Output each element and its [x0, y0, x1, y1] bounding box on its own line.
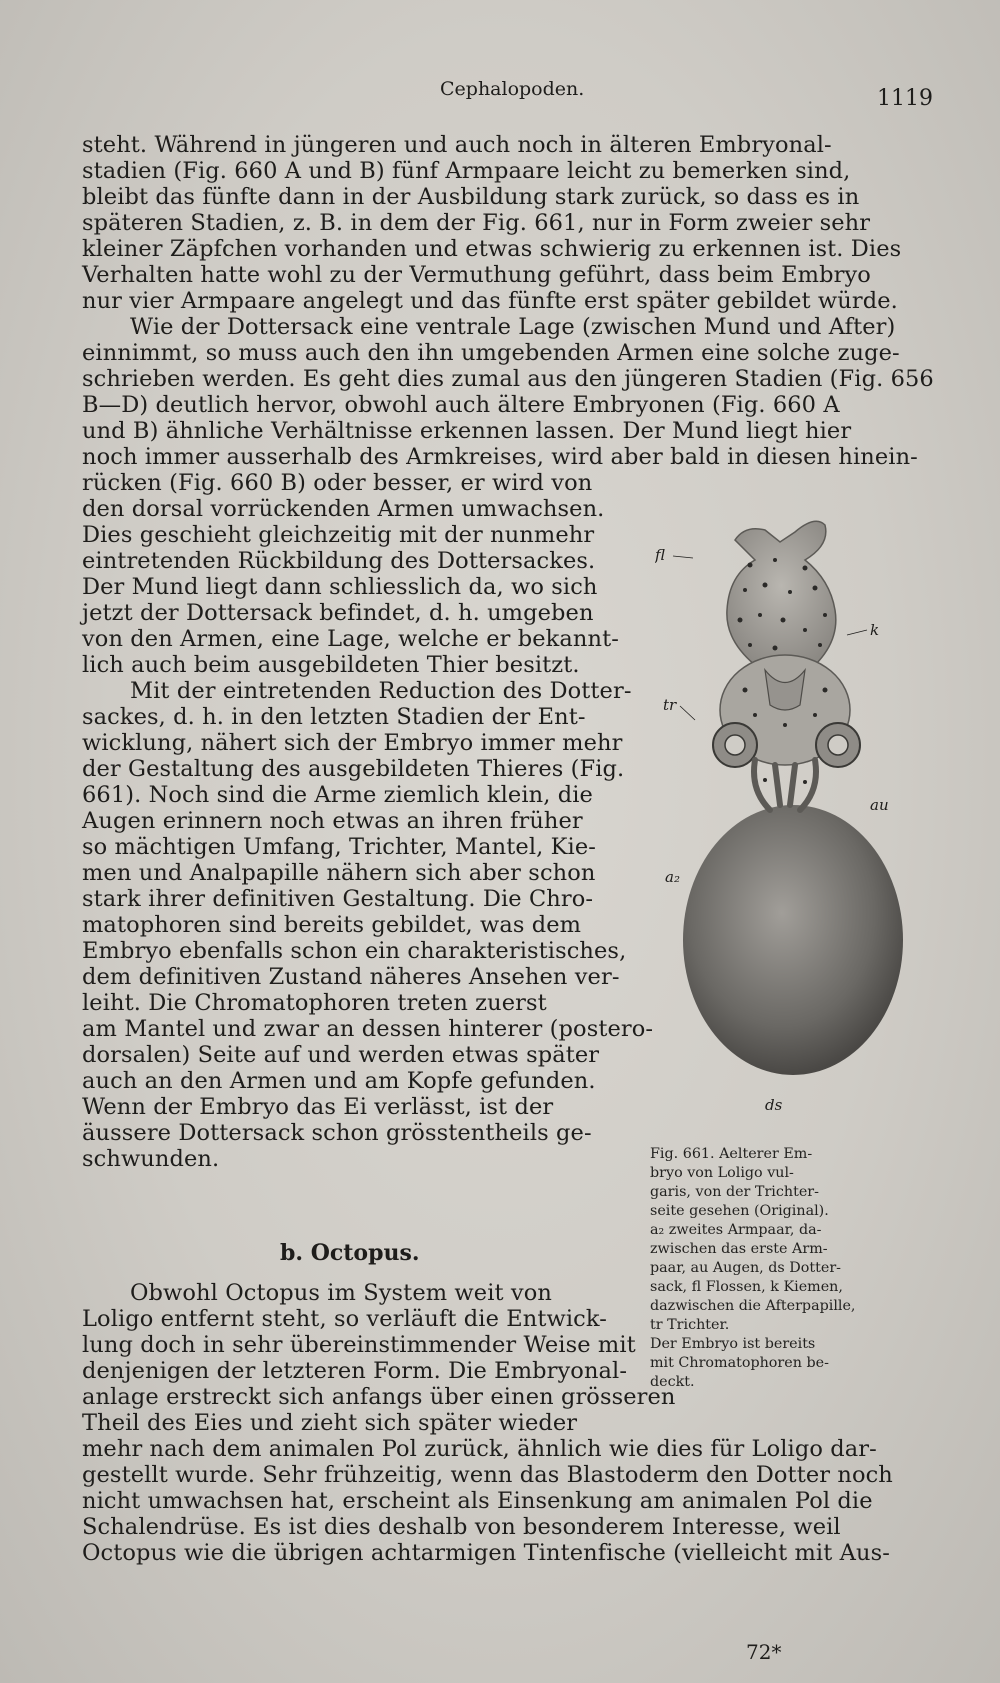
caption-line: paar, au Augen, ds Dotter-	[650, 1260, 841, 1276]
caption-line: tr Trichter.	[650, 1317, 730, 1333]
text-line: leiht. Die Chromatophoren treten zuerst	[82, 990, 547, 1016]
text-line: Wie der Dottersack eine ventrale Lage (zwischen Mund und After)	[130, 314, 896, 340]
caption-line: Fig. 661. Aelterer Em-	[650, 1146, 813, 1162]
text-line: schwunden.	[82, 1146, 220, 1172]
text-line: lich auch beim ausgebildeten Thier besitzt.	[82, 652, 580, 678]
text-line: denjenigen der letzteren Form. Die Embryonal-	[82, 1358, 628, 1384]
text-line: Theil des Eies und zieht sich später wieder	[82, 1410, 578, 1436]
text-line: und B) ähnliche Verhältnisse erkennen lassen. Der Mund liegt hier	[82, 418, 852, 444]
label-k: k	[870, 621, 880, 639]
caption-line: a₂ zweites Armpaar, da-	[650, 1222, 822, 1238]
text-line: Wenn der Embryo das Ei verlässt, ist der	[82, 1094, 554, 1120]
label-au: au	[870, 796, 889, 814]
text-line: mehr nach dem animalen Pol zurück, ähnlich wie dies für Loligo dar-	[82, 1436, 877, 1462]
text-line: rücken (Fig. 660 B) oder besser, er wird von	[82, 470, 593, 496]
text-line: matophoren sind bereits gebildet, was dem	[82, 912, 582, 938]
caption-line: mit Chromatophoren be-	[650, 1355, 829, 1371]
text-line: wicklung, nähert sich der Embryo immer mehr	[82, 730, 623, 756]
text-line: der Gestaltung des ausgebildeten Thieres (Fig.	[82, 756, 625, 782]
text-line: dorsalen) Seite auf und werden etwas später	[82, 1042, 600, 1068]
text-line: anlage erstreckt sich anfangs über einen grösseren	[82, 1384, 676, 1410]
text-line: B—D) deutlich hervor, obwohl auch ältere Embryonen (Fig. 660 A	[82, 392, 840, 418]
text-line: am Mantel und zwar an dessen hinterer (postero-	[82, 1016, 654, 1042]
text-line: Schalendrüse. Es ist dies deshalb von besonderem Interesse, weil	[82, 1514, 841, 1540]
text-line: eintretenden Rückbildung des Dottersackes.	[82, 548, 596, 574]
text-line: lung doch in sehr übereinstimmender Weise mit	[82, 1332, 636, 1358]
text-line: Dies geschieht gleichzeitig mit der nunmehr	[82, 522, 595, 548]
label-tr: tr	[663, 696, 677, 714]
figure-caption	[650, 1145, 920, 1392]
caption-line: bryo von Loligo vul-	[650, 1165, 794, 1181]
text-line: Octopus wie die übrigen achtarmigen Tintenfische (vielleicht mit Aus-	[82, 1540, 890, 1566]
page-number: 1119	[877, 86, 933, 111]
caption-line: dazwischen die Afterpapille,	[650, 1298, 856, 1314]
text-line: den dorsal vorrückenden Armen umwachsen.	[82, 496, 605, 522]
text-line: stark ihrer definitiven Gestaltung. Die Chro-	[82, 886, 594, 912]
text-line: Der Mund liegt dann schliesslich da, wo sich	[82, 574, 598, 600]
text-line: men und Analpapille nähern sich aber schon	[82, 860, 596, 886]
caption-line: sack, fl Flossen, k Kiemen,	[650, 1279, 843, 1295]
text-line: nicht umwachsen hat, erscheint als Einsenkung am animalen Pol die	[82, 1488, 873, 1514]
text-line: Obwohl Octopus im System weit von	[130, 1280, 552, 1306]
text-line: Mit der eintretenden Reduction des Dotter-	[130, 678, 632, 704]
text-line: späteren Stadien, z. B. in dem der Fig. 661, nur in Form zweier sehr	[82, 210, 871, 236]
caption-line: garis, von der Trichter-	[650, 1184, 819, 1200]
text-line: äussere Dottersack schon grösstentheils ge-	[82, 1120, 592, 1146]
text-line: dem definitiven Zustand näheres Ansehen ver-	[82, 964, 620, 990]
text-line: gestellt wurde. Sehr frühzeitig, wenn das Blastoderm den Dotter noch	[82, 1462, 893, 1488]
arms	[754, 760, 816, 810]
section-heading: b. Octopus.	[280, 1240, 420, 1266]
text-line: Loligo entfernt steht, so verläuft die Entwick-	[82, 1306, 607, 1332]
text-line: Embryo ebenfalls schon ein charakteristisches,	[82, 938, 627, 964]
caption-line: zwischen das erste Arm-	[650, 1241, 828, 1257]
caption-line: Der Embryo ist bereits	[650, 1336, 816, 1352]
caption-line: deckt.	[650, 1374, 695, 1390]
text-line: schrieben werden. Es geht dies zumal aus den jüngeren Stadien (Fig. 656	[82, 366, 934, 392]
label-ds: ds	[765, 1096, 783, 1114]
text-line: kleiner Zäpfchen vorhanden und etwas schwierig zu erkennen ist. Dies	[82, 236, 902, 262]
label-fl: fl	[655, 546, 666, 564]
embryo-figure	[655, 520, 925, 1120]
text-line: noch immer ausserhalb des Armkreises, wird aber bald in diesen hinein-	[82, 444, 918, 470]
running-head: Cephalopoden.	[440, 78, 585, 100]
text-line: einnimmt, so muss auch den ihn umgebenden Armen eine solche zuge-	[82, 340, 900, 366]
text-line: auch an den Armen und am Kopfe gefunden.	[82, 1068, 596, 1094]
text-line: von den Armen, eine Lage, welche er bekannt-	[82, 626, 619, 652]
text-line: nur vier Armpaare angelegt und das fünfte erst später gebildet würde.	[82, 288, 898, 314]
text-line: Verhalten hatte wohl zu der Vermuthung geführt, dass beim Embryo	[82, 262, 871, 288]
text-line: so mächtigen Umfang, Trichter, Mantel, Kie-	[82, 834, 596, 860]
label-a2: a₂	[665, 868, 680, 886]
yolk-sac	[683, 805, 903, 1075]
text-line: 661). Noch sind die Arme ziemlich klein, die	[82, 782, 593, 808]
text-line: sackes, d. h. in den letzten Stadien der Ent-	[82, 704, 586, 730]
text-line: jetzt der Dottersack befindet, d. h. umgeben	[82, 600, 594, 626]
text-line: Augen erinnern noch etwas an ihren früher	[82, 808, 583, 834]
text-line: stadien (Fig. 660 A und B) fünf Armpaare leicht zu bemerken sind,	[82, 158, 851, 184]
text-line: bleibt das fünfte dann in der Ausbildung stark zurück, so dass es in	[82, 184, 860, 210]
caption-line: seite gesehen (Original).	[650, 1203, 829, 1219]
signature-mark: 72*	[746, 1640, 782, 1664]
text-line: steht. Während in jüngeren und auch noch in älteren Embryonal-	[82, 132, 832, 158]
